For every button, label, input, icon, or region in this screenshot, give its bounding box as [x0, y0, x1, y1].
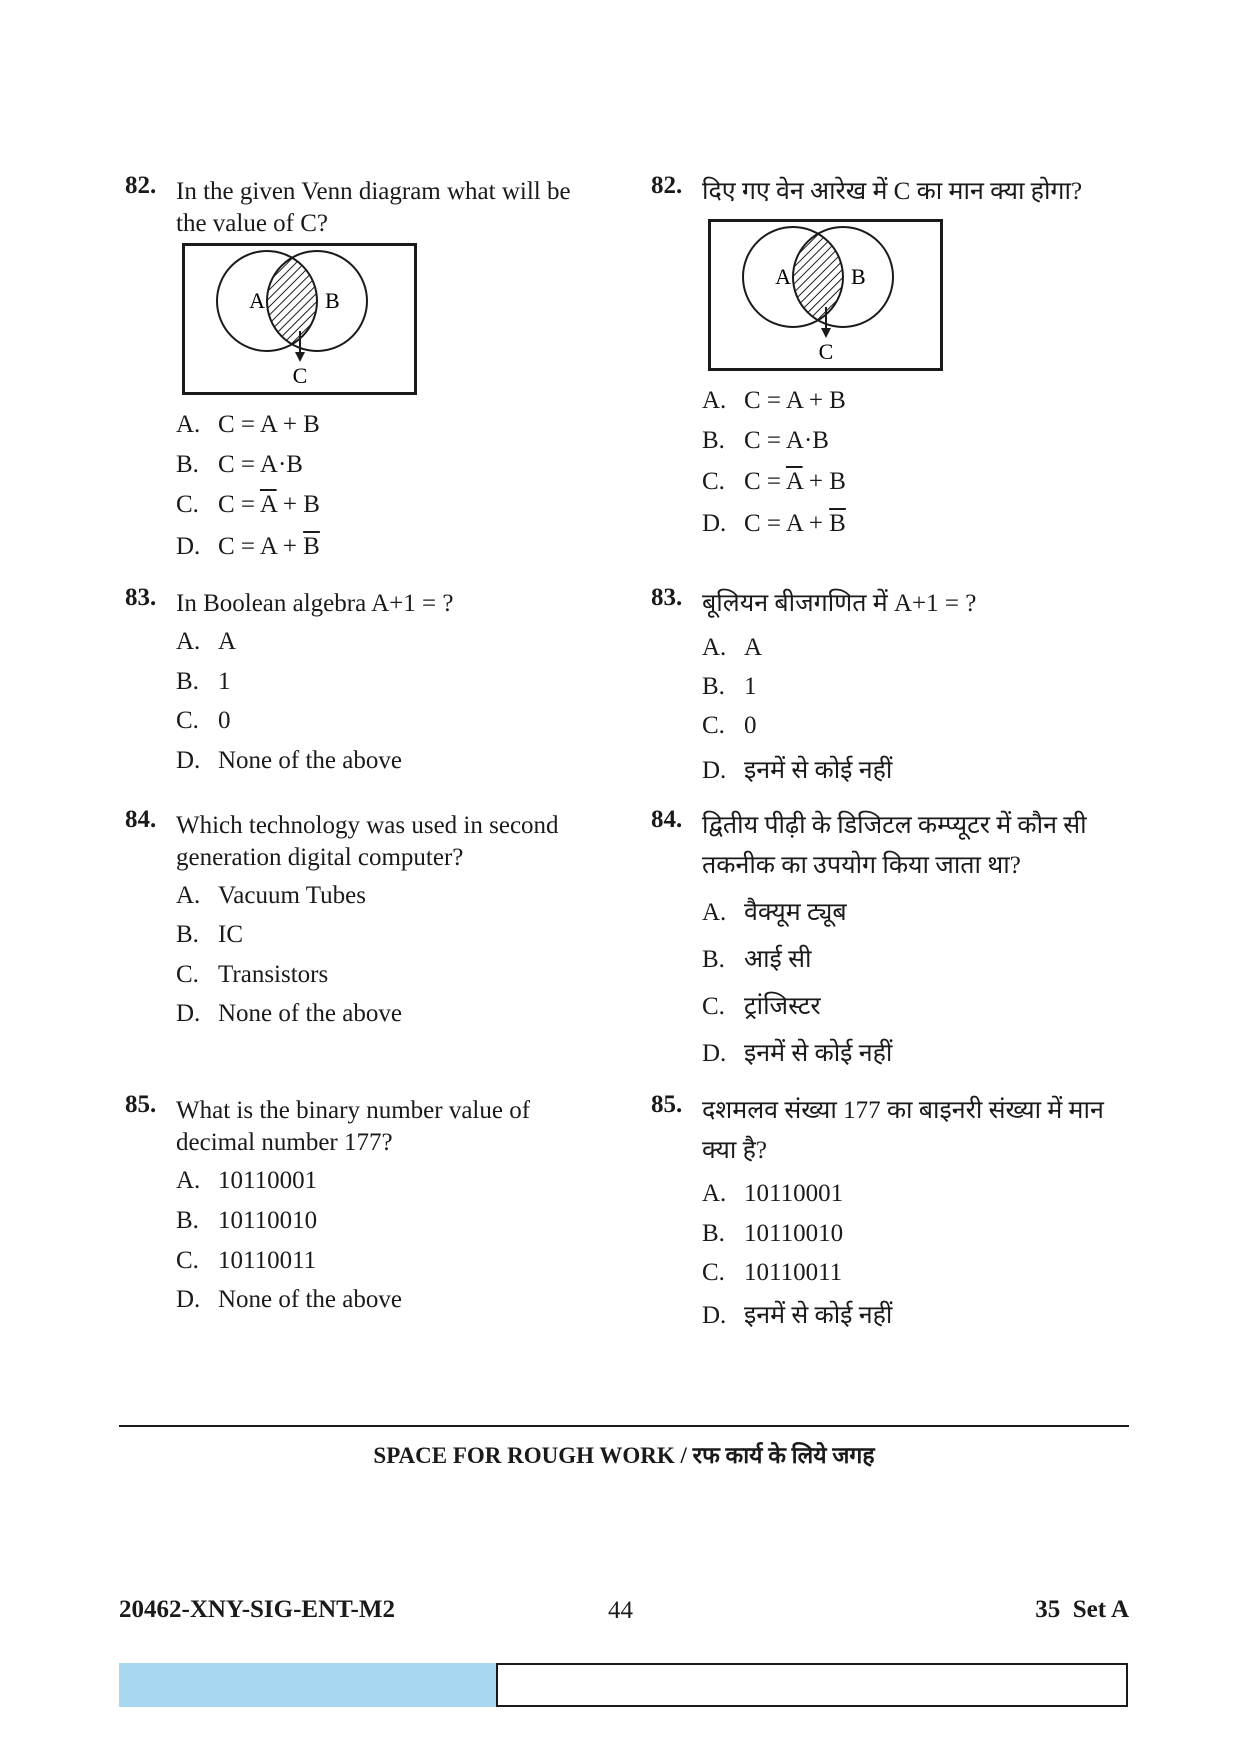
option-c: C. 0 [176, 707, 231, 734]
rough-work-divider [119, 1425, 1129, 1427]
option-b: B. 1 [702, 673, 757, 700]
option-b: B. 1 [176, 668, 231, 695]
arrow-head [821, 328, 831, 338]
set-a-label: A [249, 288, 265, 313]
rough-work-label: SPACE FOR ROUGH WORK / रफ कार्य के लिये जगह [373, 1443, 875, 1468]
question-text: Which technology was used in second generation digital computer? [176, 812, 559, 871]
option-d: D. None of the above [176, 1000, 402, 1027]
color-band [119, 1663, 496, 1707]
option-c: C. Transistors [176, 961, 329, 988]
option-b: B. आई सी [702, 946, 812, 973]
set-c-label: C [292, 363, 308, 388]
question-number: 82. [125, 172, 157, 199]
venn-diagram-graphic [711, 222, 940, 368]
option-c: C. ट्रांजिस्टर [702, 993, 821, 1020]
question-number: 85. [651, 1091, 683, 1118]
question-number: 83. [651, 584, 683, 611]
question-number: 85. [125, 1091, 157, 1118]
option-c: C. 10110011 [702, 1259, 843, 1286]
question-text: In the given Venn diagram what will be the value of C? [176, 178, 571, 237]
option-d: D. None of the above [176, 747, 402, 774]
question-text: द्वितीय पीढ़ी के डिजिटल कम्प्यूटर में कौन सी तकनीक का उपयोग किया जाता था? [702, 812, 1087, 879]
question-text: In Boolean algebra A+1 = ? [176, 590, 454, 617]
option-b: B. C = A·B [702, 427, 829, 454]
set-b-label: B [325, 288, 340, 313]
question-text: What is the binary number value of decimal number 177? [176, 1097, 531, 1156]
question-text: दिए गए वेन आरेख में C का मान क्या होगा? [702, 178, 1083, 205]
option-c: C. $C = \overline{A} + B$ [176, 491, 320, 518]
arrow-head [295, 352, 305, 362]
paper-code: 20462-XNY-SIG-ENT-M2 [119, 1596, 395, 1623]
question-number: 84. [125, 806, 157, 833]
footer-box [496, 1663, 1128, 1707]
option-d: D. None of the above [176, 1286, 402, 1313]
option-b: B. 10110010 [702, 1220, 844, 1247]
option-d: D. $C = A + \overline{B}$ [702, 510, 846, 537]
question-text: बूलियन बीजगणित में A+1 = ? [702, 590, 977, 617]
set-label: 35 Set A [1035, 1596, 1129, 1623]
option-d: D. इनमें से कोई नहीं [702, 1040, 893, 1067]
option-c: C. $C = \overline{A} + B$ [702, 468, 846, 495]
set-b-label: B [851, 264, 866, 289]
option-c: C. 0 [702, 712, 757, 739]
option-d: D. $C = A + \overline{B}$ [176, 533, 320, 560]
option-a: A. A [176, 628, 237, 655]
question-text: दशमलव संख्या 177 का बाइनरी संख्या में मान क्या है? [702, 1097, 1104, 1164]
option-b: B. C = A·B [176, 451, 303, 478]
question-number: 82. [651, 172, 683, 199]
option-d: D. इनमें से कोई नहीं [702, 1302, 893, 1329]
option-a: A. A [702, 634, 763, 661]
page-number: 44 [608, 1597, 633, 1624]
option-a: A. वैक्यूम ट्यूब [702, 899, 847, 926]
question-number: 84. [651, 806, 683, 833]
option-a: A. 10110001 [702, 1180, 844, 1207]
option-a: A. Vacuum Tubes [176, 882, 366, 909]
option-a: A. C = A + B [176, 411, 320, 438]
venn-diagram [182, 243, 417, 395]
option-a: A. 10110001 [176, 1167, 318, 1194]
set-c-label: C [818, 339, 834, 364]
set-a-label: A [775, 264, 791, 289]
option-b: B. 10110010 [176, 1207, 318, 1234]
option-b: B. IC [176, 921, 243, 948]
option-a: A. C = A + B [702, 387, 846, 414]
option-c: C. 10110011 [176, 1247, 317, 1274]
venn-diagram-graphic [185, 246, 414, 392]
option-d: D. इनमें से कोई नहीं [702, 757, 893, 784]
venn-diagram [708, 219, 943, 371]
question-number: 83. [125, 584, 157, 611]
